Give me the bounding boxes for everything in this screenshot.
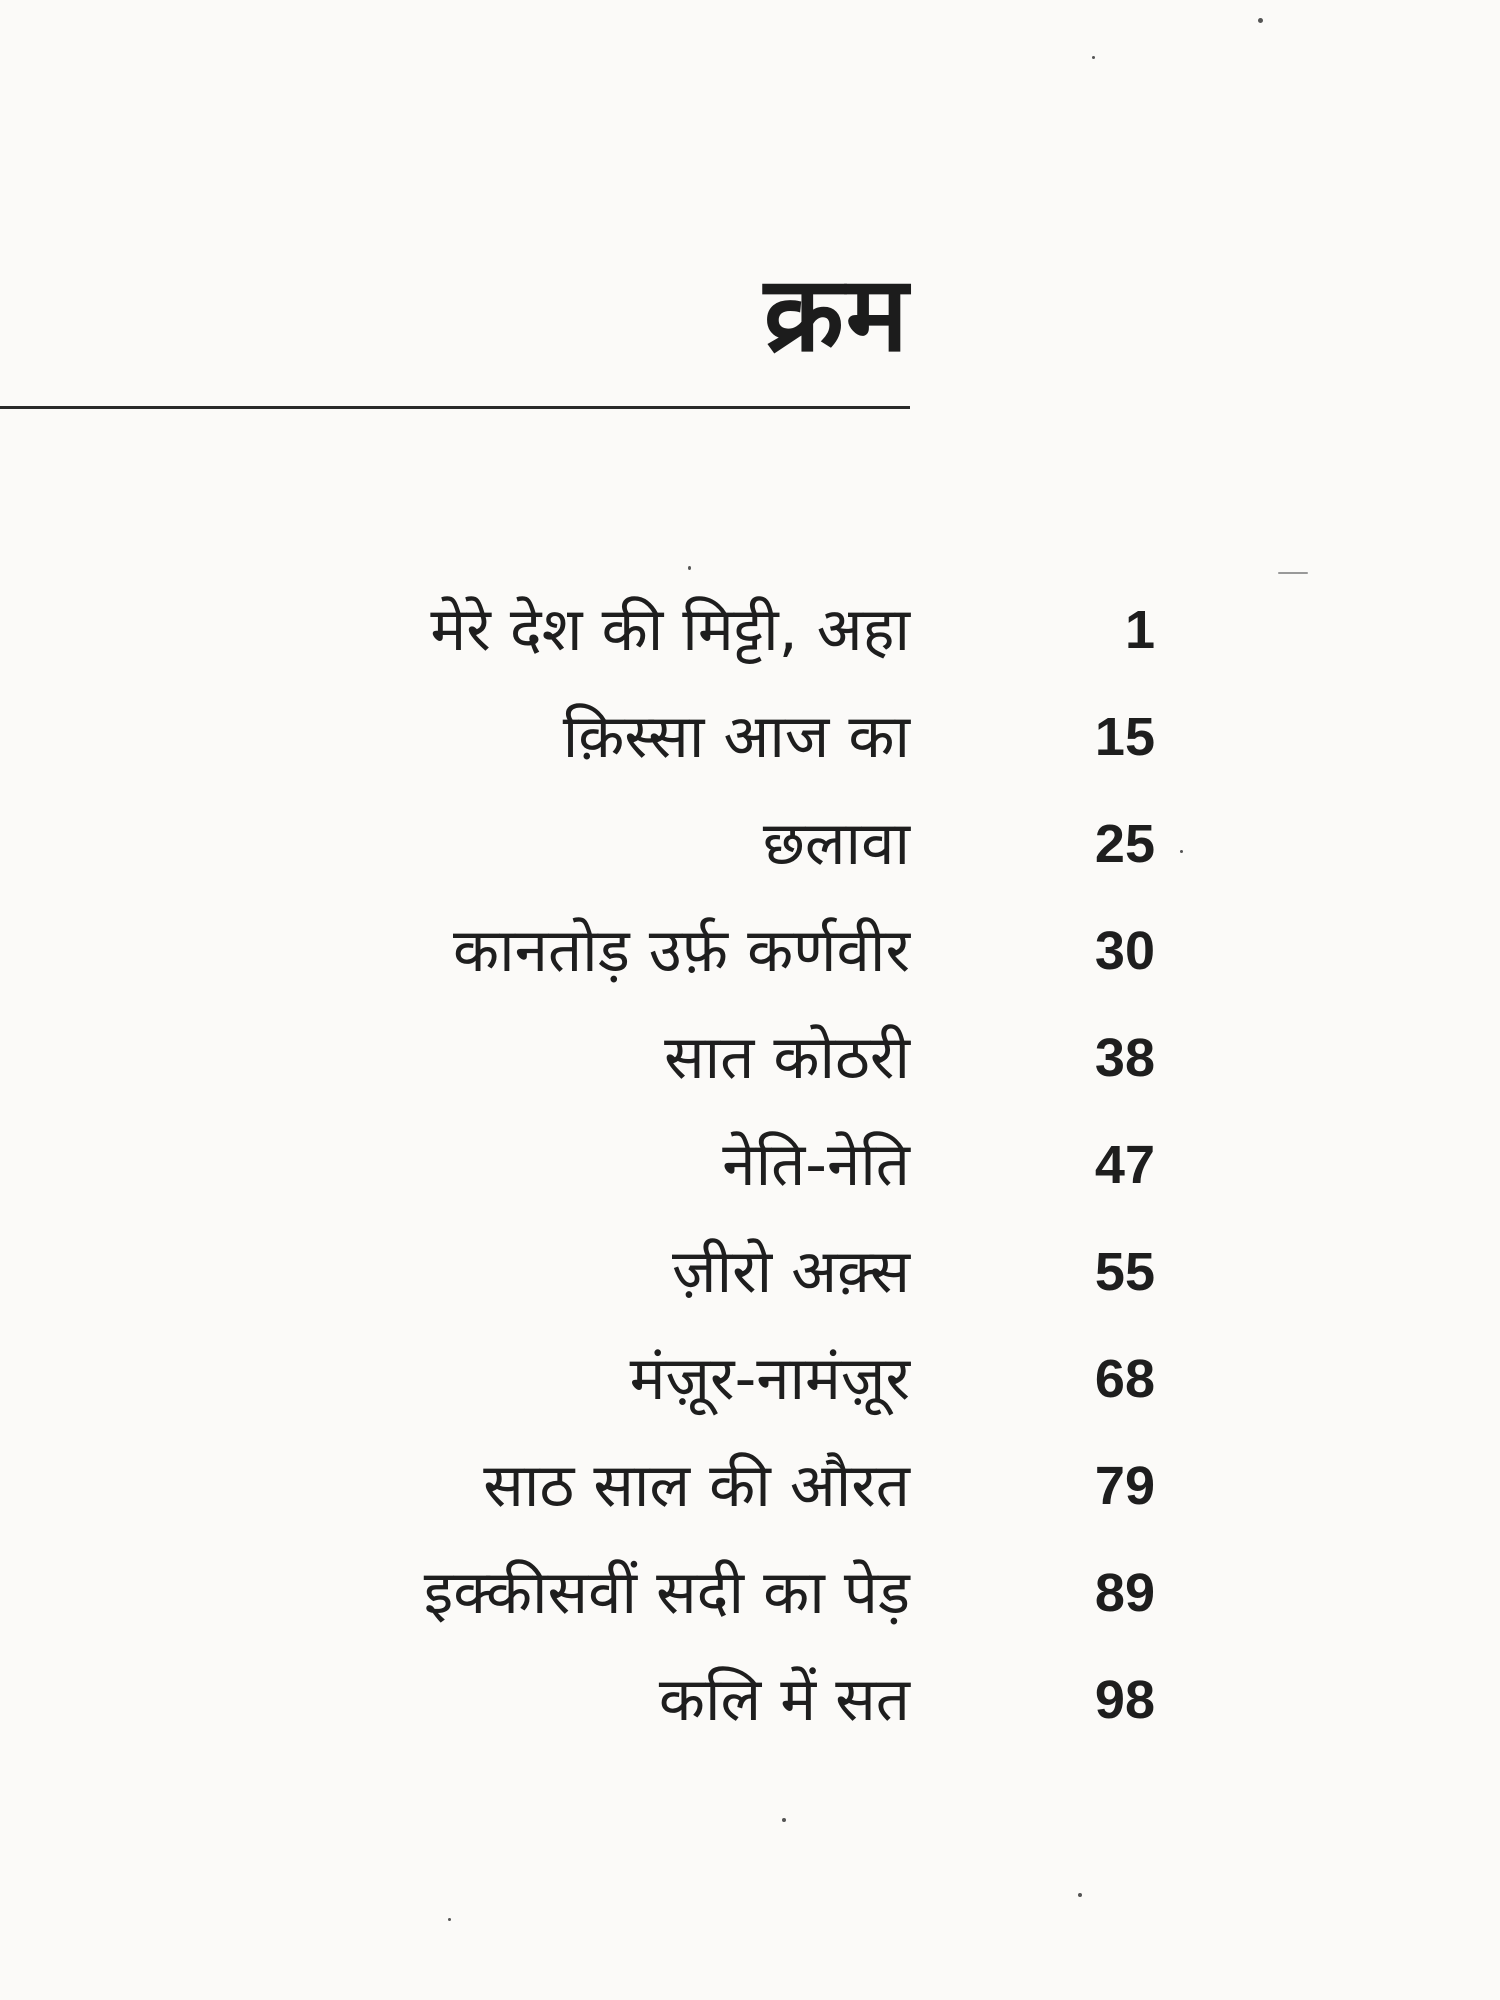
heading-divider: [0, 406, 910, 409]
toc-title: कानतोड़ उर्फ़ कर्णवीर: [453, 916, 910, 986]
scan-speck: [1278, 572, 1308, 574]
toc-page-number: 38: [1094, 1028, 1155, 1088]
toc-page-number: 79: [1094, 1456, 1155, 1516]
toc-title: इक्कीसवीं सदी का पेड़: [423, 1558, 910, 1628]
toc-page-number: 55: [1094, 1242, 1155, 1302]
toc-row[interactable]: [0, 590, 1500, 697]
toc-title: नेति-नेति: [722, 1130, 910, 1200]
toc-row[interactable]: [0, 1125, 1500, 1232]
toc-page-number: 47: [1094, 1135, 1155, 1195]
toc-page-number: 15: [1094, 707, 1155, 767]
scan-speck: [1258, 18, 1263, 23]
toc-row[interactable]: [0, 804, 1500, 911]
toc-title: ज़ीरो अक़्स: [672, 1237, 910, 1307]
toc-row[interactable]: [0, 1339, 1500, 1446]
scan-speck: [688, 566, 691, 570]
toc-page-number: 98: [1094, 1670, 1155, 1730]
page-heading: क्रम: [763, 253, 910, 375]
toc-title: मंज़ूर-नामंज़ूर: [629, 1344, 910, 1414]
scan-speck: [782, 1818, 786, 1822]
table-of-contents: [0, 590, 1500, 1767]
toc-title: क़िस्सा आज का: [562, 702, 910, 772]
toc-title: कलि में सत: [658, 1665, 910, 1735]
toc-row[interactable]: [0, 911, 1500, 1018]
toc-row[interactable]: [0, 697, 1500, 804]
toc-page-number: 1: [1124, 600, 1155, 660]
toc-page-number: 30: [1094, 921, 1155, 981]
scan-speck: [448, 1918, 451, 1921]
toc-title: सात कोठरी: [664, 1023, 910, 1093]
toc-title: साठ साल की औरत: [483, 1451, 910, 1521]
toc-page-number: 89: [1094, 1563, 1155, 1623]
toc-row[interactable]: [0, 1018, 1500, 1125]
toc-row[interactable]: [0, 1232, 1500, 1339]
toc-title: मेरे देश की मिट्टी, अहा: [430, 595, 910, 665]
toc-title: छलावा: [762, 809, 910, 879]
toc-row[interactable]: [0, 1446, 1500, 1553]
toc-row[interactable]: [0, 1553, 1500, 1660]
toc-page-number: 68: [1094, 1349, 1155, 1409]
scan-speck: [1180, 850, 1183, 853]
toc-page-number: 25: [1094, 814, 1155, 874]
scan-speck: [1078, 1893, 1082, 1897]
toc-row[interactable]: [0, 1660, 1500, 1767]
scan-speck: [1092, 56, 1095, 59]
